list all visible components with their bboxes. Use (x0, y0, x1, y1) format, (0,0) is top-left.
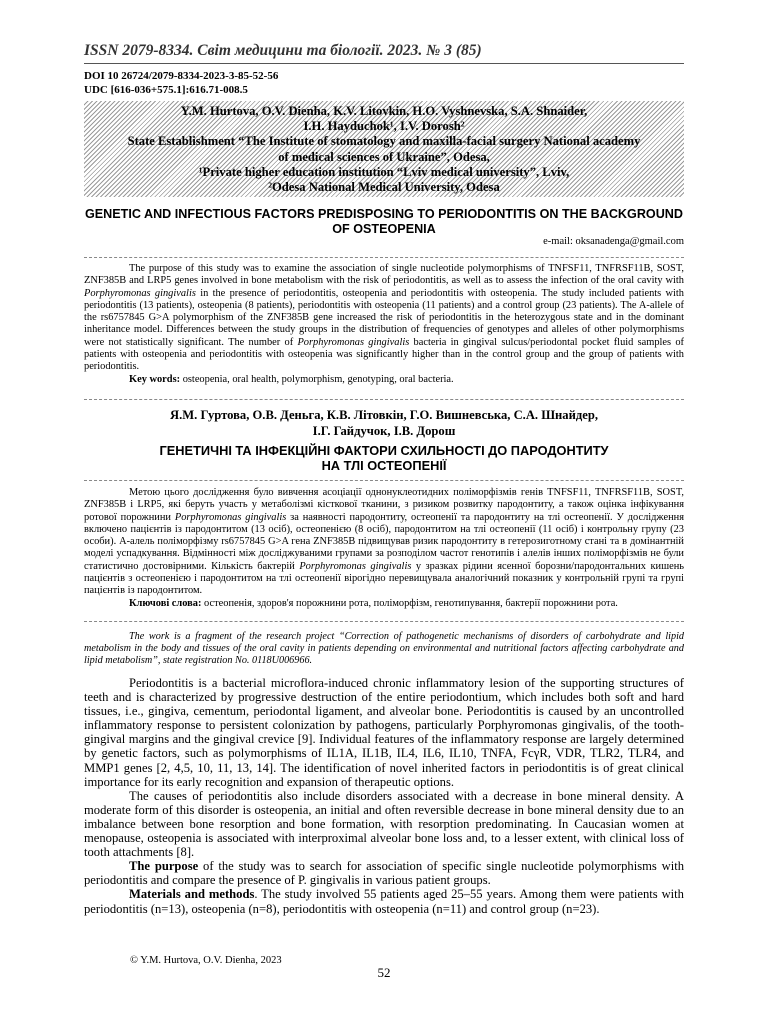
article-identifiers (84, 69, 278, 97)
abstract-en (84, 263, 684, 386)
keywords-en: Key words: osteopenia, oral health, polymorphism, genotyping, oral bacteria. (129, 373, 454, 385)
article-body (84, 676, 684, 916)
article-title-en: GENETIC AND INFECTIOUS FACTORS PREDISPOSING TO PERIODONTITIS ON THE BACKGROUND OF OSTEOPENIA (84, 207, 683, 236)
abstract-en-text: The purpose of this study was to examine the association of single nucleotide polymorphisms of TNFSF11, TNFRSF11B, SOST, ZNF385B and LRP5 genes involved in bone metabolism with the risk of periodontitis, as well as to assess the infection of the oral cavity with Porphyromonas gingivalis in the presence of periodontitis, osteopenia and periodontitis with osteopenia. The study included patients with periodontitis (13 patients), osteopenia (8 patients), periodontitis with osteopenia (11 patients) and a control group (23 patients). The A-allele of the rs6757845 G>A polymorphism of the ZNF385B gene increased the risk of periodontitis in the heterozygous state and in the dominant inheritance model. Differences between the study groups in the distribution of frequencies of genotypes and alleles of other polymorphisms were not statistically significant. The number of Porphyromonas gingivalis bacteria in gingival sulcus/periodontal pocket fluid samples of patients with osteopenia and periodontitis with osteopenia was significantly higher than in the control group and the group of patients with periodontitis. (84, 263, 684, 373)
body-paragraph-1: Periodontitis is a bacterial microflora-induced chronic inflammatory lesion of the supporting structures of teeth and is characterized by progressive destruction of the entire periodontium, which includes both soft and hard tissues, i.e., gingiva, cementum, periodontal ligament, and alveolar bone. Periodontitis is caused by an uncontrolled inflammatory response to persistent colonization by pathogens, particularly Porphyromonas gingivalis, of the tooth-gingival margins and the gingival crevice [9]. Individual features of the inflammatory response are largely determined by genetic factors, such as polymorphisms of IL1A, IL1B, IL4, IL6, IL10, TNFA, FcγR, VDR, TLR2, TLR4, and MMP1 genes [2, 4,5, 10, 11, 13, 14]. The identification of novel inherited factors in periodontitis is of great clinical importance for its early recognition and expansion of therapeutic options. (84, 676, 684, 789)
copyright: © Y.M. Hurtova, O.V. Dienha, 2023 (130, 955, 282, 966)
authors-line-2: I.H. Hayduchok¹, I.V. Dorosh² (303, 119, 465, 134)
authors-ua: Я.М. Гуртова, О.В. Деньга, К.В. Літовкін, Г.О. Вишневська, С.А. Шнайдер, І.Г. Гайдучок, І.В. Дорош (170, 408, 598, 438)
authors-line-1: Y.M. Hurtova, O.V. Dienha, K.V. Litovkin, H.O. Vyshnevska, S.A. Shnaider, (180, 104, 588, 118)
journal-header: ISSN 2079-8334. Світ медицини та біології. 2023. № 3 (85) (84, 42, 482, 59)
authors-affiliation-box (84, 101, 684, 197)
header-rule (84, 63, 684, 64)
doi: DOI 10 26724/2079-8334-2023-3-85-52-56 (84, 70, 279, 82)
affiliation-line-2: of medical sciences of Ukraine”, Odesa, (278, 149, 490, 164)
affiliation-line-4: ²Odesa National Medical University, Odesa (268, 180, 500, 195)
body-paragraph-4: Materials and methods. The study involved 55 patients aged 25–55 years. Among them were patients with periodontitis (n=13), osteopenia (n=8), periodontitis with osteopenia (n=11) and control group (n=23). (84, 887, 684, 916)
affiliation-line-3: ¹Private higher education institution “Lviv medical university”, Lviv, (198, 164, 570, 179)
abstract-ua (84, 487, 684, 610)
affiliation-line-1: State Establishment “The Institute of stomatology and maxilla-facial surgery National academy (127, 134, 641, 149)
project-note: The work is a fragment of the research project “Correction of pathogenetic mechanisms of disorders of carbohydrate and lipid metabolism in the body and tissues of the oral cavity in patients depending on environmental and nutritional factors affecting carbohydrate and lipid metabolism”, state registration No. 0118U006966. (84, 631, 684, 667)
body-paragraph-3: The purpose of the study was to search for association of specific single nucleotide polymorphisms with periodontitis and compare the presence of P. gingivalis in various patient groups. (84, 859, 684, 888)
page-number: 52 (377, 965, 391, 980)
abstract-en-bottom-rule (84, 399, 684, 400)
keywords-ua: Ключові слова: остеопенія, здоров'я порожнини рота, поліморфізм, генотипування, бактерії порожнини рота. (129, 597, 618, 609)
contact-email[interactable]: e-mail: oksanadenga@gmail.com (543, 236, 684, 247)
abstract-ua-text: Метою цього дослідження було вивчення асоціації однонуклеотидних поліморфізмів генів TNFSF11, TNFRSF11B, SOST, ZNF385B і LRP5, які беруть участь у метаболізмі кісткової тканини, з ризиком розвитку пародонтиту, а також оцінка інфікування ротової порожнини Porphyromonas gingivalis за наявності пародонтиту, остеопенії та пародонтиту на тлі остеопенії. У дослідження включено пацієнтів із пародонтитом (13 осіб), остеопенією (8 осіб), пародонтитом на тлі остеопенії (11 осіб) і контрольну групу (23 особи). А-алель поліморфізму rs6757845 G>A гена ZNF385B підвищував ризик пародонтиту в гетерозиготному стані та в домінантній моделі успадкування. Відмінності між досліджуваними групами за розподілом частот генотипів і алелів інших поліморфізмів не були статистично достовірними. Кількість бактерій Porphyromonas gingivalis у зразках рідини ясенної борозни/пародонтальних кишень пацієнтів з остеопенією і пародонтитом на тлі остеопенії вірогідно перевищувала аналогічний показник у контрольній групі та групі пацієнтів із пародонтитом. (84, 487, 685, 597)
abstract-ua-top-rule (84, 480, 684, 481)
article-title-ua: ГЕНЕТИЧНІ ТА ІНФЕКЦІЙНІ ФАКТОРИ СХИЛЬНОСТІ ДО ПАРОДОНТИТУ НА ТЛІ ОСТЕОПЕНІЇ (159, 443, 609, 473)
abstract-en-top-rule (84, 257, 684, 258)
abstract-ua-bottom-rule (84, 621, 684, 622)
body-paragraph-2: The causes of periodontitis also include disorders associated with a decrease in bone mineral density. A moderate form of this disorder is osteopenia, an initial and often reversible decrease in bone mineral density due to an imbalance between bone resorption and bone formation, with resorption predominating. In Caucasian women at menopause, osteopenia is associated with interproximal alveolar bone loss and, to a lesser extent, with clinical loss of tooth attachments [8]. (84, 788, 684, 860)
udc: UDC [616-036+575.1]:616.71-008.5 (84, 84, 248, 96)
